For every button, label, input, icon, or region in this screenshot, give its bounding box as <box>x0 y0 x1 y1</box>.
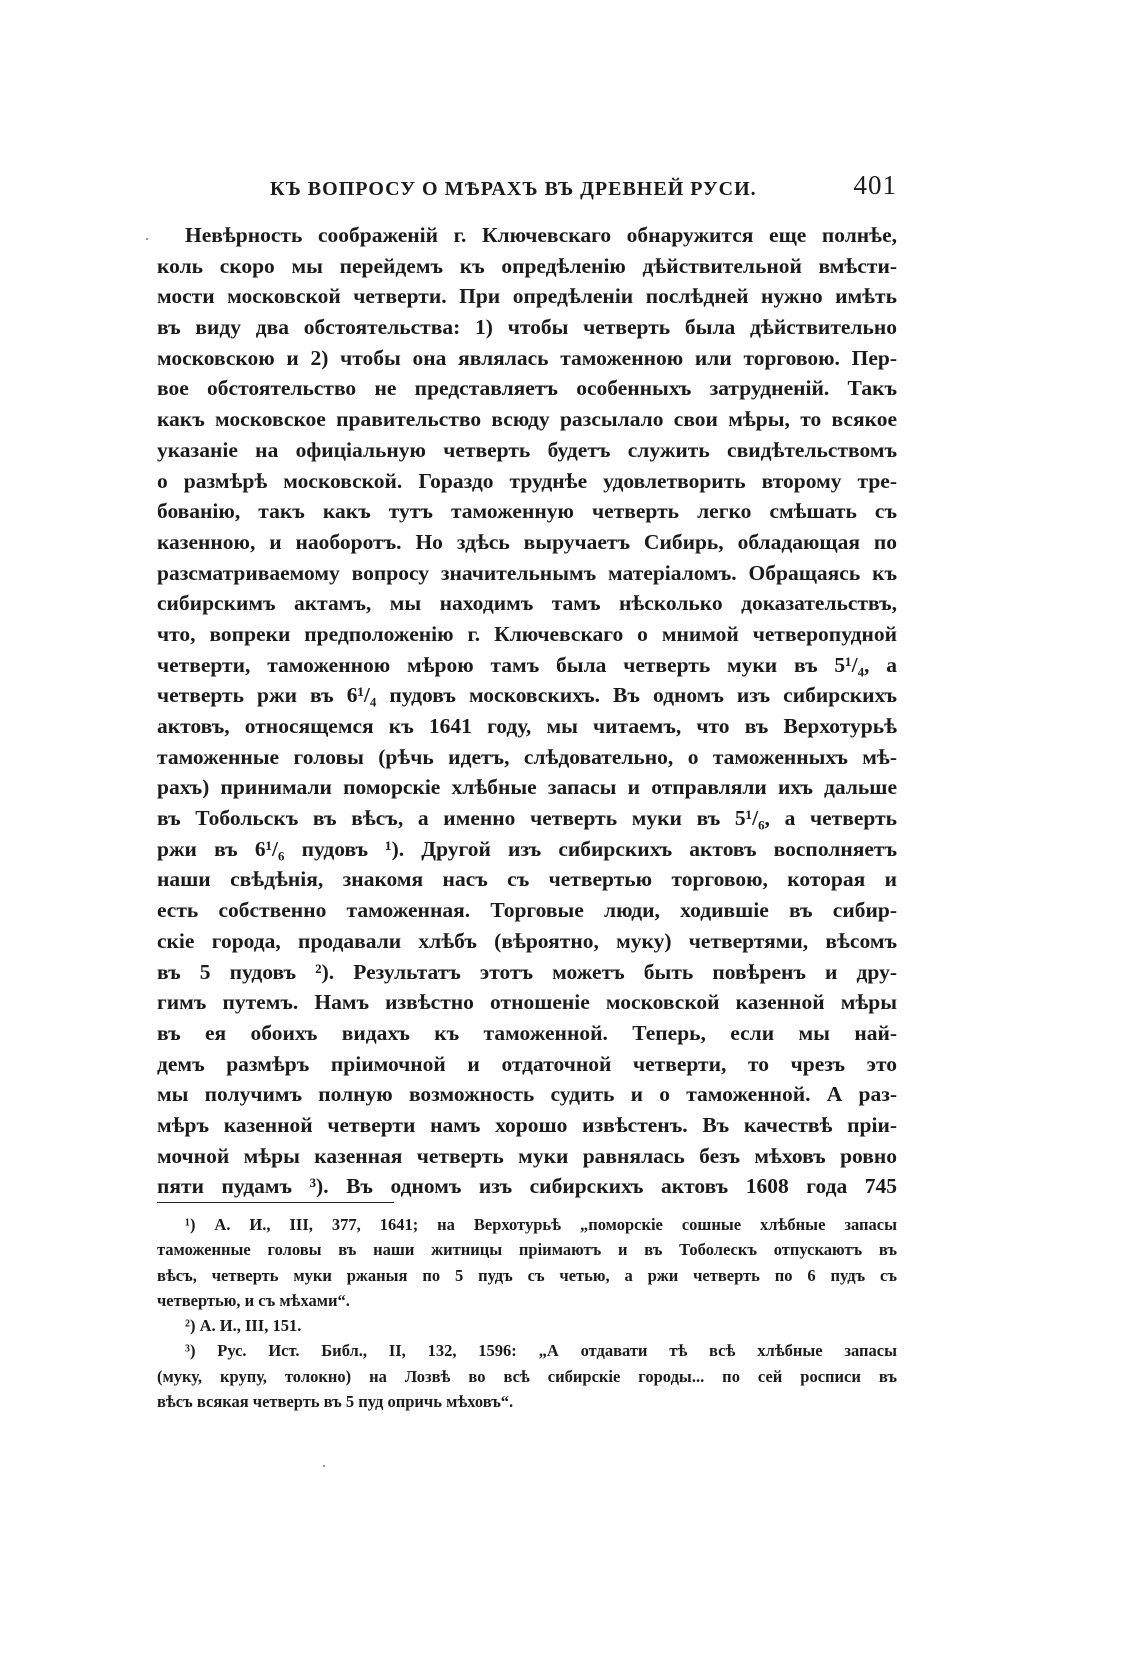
running-title: КЪ ВОПРОСУ О МѢРАХЪ ВЪ ДРЕВНЕЙ РУСИ. <box>270 178 757 200</box>
text-line: въ 5 пудовъ ²). Результатъ этотъ можетъ быть повѣренъ и дру- <box>157 959 897 984</box>
text-line: пяти пудамъ ³). Въ одномъ изъ сибирскихъ актовъ 1608 года 745 <box>157 1174 897 1199</box>
text-line: сибирскимъ актамъ, мы находимъ тамъ нѣсколько доказательствъ, <box>157 591 897 616</box>
text-line: Невѣрность соображеній г. Ключевскаго обнаружится еще полнѣе, <box>185 223 897 247</box>
footnote-line: ³) Рус. Ист. Библ., II, 132, 1596: „А отдавати тѣ всѣ хлѣбные запасы <box>185 1341 897 1361</box>
footnote-line: ¹) А. И., III, 377, 1641; на Верхотурьѣ „поморскіе сошные хлѣбные запасы <box>185 1215 897 1234</box>
text-line: ржи въ 6¹/₆ пудовъ ¹). Другой изъ сибирскихъ актовъ восполняетъ <box>157 836 897 861</box>
footnote-line: ²) А. И., III, 151. <box>185 1316 302 1336</box>
text-line: о размѣрѣ московской. Гораздо труднѣе удовлетворить второму тре- <box>157 468 897 493</box>
text-line: таможенные головы (рѣчь идетъ, слѣдовательно, о таможенныхъ мѣ- <box>157 744 897 769</box>
text-line: наши свѣдѣнія, знакомя насъ съ четвертью торговою, которая и <box>157 867 897 892</box>
footnote-line: (муку, крупу, толокно) на Лозвѣ во всѣ сибирскіе городы... по сей росписи въ <box>157 1366 897 1386</box>
footnote-2 <box>157 1313 897 1338</box>
text-line: четверти, таможенною мѣрою тамъ была четверть муки въ 5¹/₄, а <box>157 652 897 677</box>
body-paragraph <box>157 220 897 1202</box>
text-line: мы получимъ полную возможность судить и о таможенной. А раз- <box>157 1082 897 1107</box>
scan-speck <box>146 238 148 240</box>
text-line: въ ея обоихъ видахъ къ таможенной. Теперь, если мы най- <box>157 1020 897 1045</box>
text-line: разсматриваемому вопросу значительнымъ матеріаломъ. Обращаясь къ <box>157 560 897 585</box>
text-line: что, вопреки предположенію г. Ключевскаго о мнимой четверопудной <box>157 621 897 646</box>
footnote-1 <box>157 1212 897 1313</box>
text-line: мочной мѣры казенная четверть муки равнялась безъ мѣховъ ровно <box>157 1143 897 1168</box>
text-line: въ виду два обстоятельства: 1) чтобы четверть была дѣйствительно <box>157 315 897 340</box>
text-line: мѣръ казенной четверти намъ хорошо извѣстенъ. Въ качествѣ пріи- <box>157 1112 897 1137</box>
footnote-line: четвертью, и съ мѣхами“. <box>157 1290 350 1310</box>
text-line: скіе города, продавали хлѣбъ (вѣроятно, муку) четвертями, вѣсомъ <box>157 928 897 953</box>
text-line: демъ размѣръ пріимочной и отдаточной четверти, то чрезъ это <box>157 1051 897 1076</box>
footnote-line: таможенные головы въ наши житницы пріимаютъ и въ Тоболескъ отпускаютъ въ <box>157 1240 897 1260</box>
page-header <box>157 170 897 210</box>
text-line: четверть ржи въ 6¹/₄ пудовъ московскихъ. Въ одномъ изъ сибирскихъ <box>157 683 897 708</box>
text-line: мости московской четверти. При опредѣленіи послѣдней нужно имѣть <box>157 284 897 309</box>
text-line: въ Тобольскъ въ вѣсъ, а именно четверть муки въ 5¹/₆, а четверть <box>157 806 897 831</box>
footnotes <box>157 1212 897 1414</box>
text-line: гимъ путемъ. Намъ извѣстно отношеніе московской казенной мѣры <box>157 990 897 1015</box>
page-number: 401 <box>853 170 897 200</box>
text-line: указаніе на офиціальную четверть будетъ служить свидѣтельствомъ <box>157 437 897 462</box>
scan-speck <box>323 1465 325 1467</box>
footnote-divider <box>157 1202 394 1203</box>
footnote-line: вѣсъ всякая четверть въ 5 пуд опричь мѣховъ“. <box>157 1392 514 1412</box>
text-line: казенною, и наоборотъ. Но здѣсь выручаетъ Сибирь, обладающая по <box>157 529 897 554</box>
footnote-line: вѣсъ, четверть муки ржаныя по 5 пудъ съ четью, а ржи четверть по 6 пудъ съ <box>157 1265 897 1285</box>
text-line: какъ московское правительство всюду разсылало свои мѣры, то всякое <box>157 407 897 432</box>
text-line: вое обстоятельство не представляетъ особенныхъ затрудненій. Такъ <box>157 376 897 401</box>
text-line: есть собственно таможенная. Торговые люди, ходившіе въ сибир- <box>157 898 897 923</box>
text-line: коль скоро мы перейдемъ къ опредѣленію дѣйствительной вмѣсти- <box>157 253 897 278</box>
text-line: актовъ, относящемся къ 1641 году, мы читаемъ, что въ Верхотурьѣ <box>157 714 897 738</box>
footnote-3 <box>157 1338 897 1414</box>
text-line: рахъ) принимали поморскіе хлѣбные запасы и отправляли ихъ дальше <box>157 775 897 800</box>
text-line: московскою и 2) чтобы она являлась таможенною или торговою. Пер- <box>157 345 897 370</box>
text-line: бованію, такъ какъ тутъ таможенную четверть легко смѣшать съ <box>157 499 897 524</box>
